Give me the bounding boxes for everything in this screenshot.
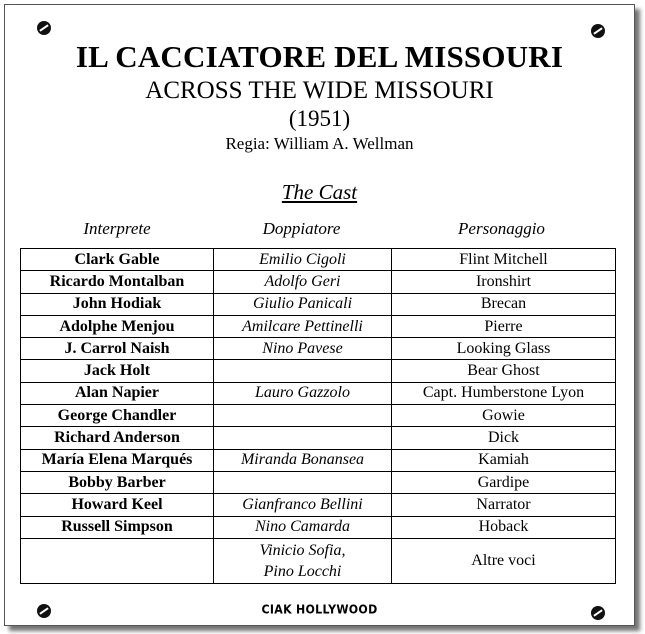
- dubber-cell: Amilcare Pettinelli: [214, 315, 392, 337]
- actor-cell: Jack Holt: [21, 360, 214, 382]
- screw-icon: [37, 21, 51, 35]
- dubber-cell: [214, 360, 392, 382]
- cast-table: [20, 248, 616, 584]
- release-year: (1951): [288, 106, 351, 131]
- actor-cell: Alan Napier: [21, 382, 214, 404]
- dubber-cell: Adolfo Geri: [214, 271, 392, 293]
- actor-cell: Ricardo Montalban: [21, 271, 214, 293]
- role-cell: Pierre: [392, 315, 616, 337]
- dubber-line: Vinicio Sofia,: [259, 541, 346, 559]
- actor-cell: María Elena Marqués: [21, 449, 214, 471]
- table-row: [21, 338, 616, 360]
- column-header-doppiatore: Doppiatore: [262, 219, 341, 238]
- actor-cell: Clark Gable: [21, 249, 214, 271]
- dubber-cell: [214, 405, 392, 427]
- dubber-cell: [214, 427, 392, 449]
- role-cell: Ironshirt: [392, 271, 616, 293]
- table-row: [21, 293, 616, 315]
- column-header-interprete: Interprete: [83, 219, 151, 238]
- table-row: [21, 360, 616, 382]
- table-row: [21, 315, 616, 337]
- role-cell: Brecan: [392, 293, 616, 315]
- role-cell: Hoback: [392, 516, 616, 538]
- table-row: [21, 538, 616, 583]
- ciak-hollywood-logo: CIAK HOLLYWOOD: [261, 602, 378, 617]
- role-cell: Gowie: [392, 405, 616, 427]
- cast-plaque: [4, 4, 635, 626]
- dubber-cell: Nino Camarda: [214, 516, 392, 538]
- role-cell: Gardipe: [392, 471, 616, 493]
- director-credit: Regia: William A. Wellman: [225, 134, 414, 153]
- role-cell: Looking Glass: [392, 338, 616, 360]
- actor-cell: Russell Simpson: [21, 516, 214, 538]
- actor-cell: J. Carrol Naish: [21, 338, 214, 360]
- role-cell: Capt. Humberstone Lyon: [392, 382, 616, 404]
- actor-cell: Howard Keel: [21, 494, 214, 516]
- table-row: [21, 449, 616, 471]
- dubber-cell: Nino Pavese: [214, 338, 392, 360]
- table-row: [21, 516, 616, 538]
- dubber-cell: Miranda Bonansea: [214, 449, 392, 471]
- dubber-cell: Giulio Panicali: [214, 293, 392, 315]
- table-row: [21, 382, 616, 404]
- table-row: [21, 249, 616, 271]
- table-row: [21, 494, 616, 516]
- actor-cell: Adolphe Menjou: [21, 315, 214, 337]
- dubber-cell: Emilio Cigoli: [214, 249, 392, 271]
- cast-heading: The Cast: [281, 180, 358, 204]
- column-headers: [21, 219, 613, 241]
- screw-icon: [591, 24, 605, 38]
- dubber-cell: Lauro Gazzolo: [214, 382, 392, 404]
- role-cell: Dick: [392, 427, 616, 449]
- role-cell: Bear Ghost: [392, 360, 616, 382]
- original-title: ACROSS THE WIDE MISSOURI: [145, 77, 494, 104]
- actor-cell: John Hodiak: [21, 293, 214, 315]
- role-cell: Flint Mitchell: [392, 249, 616, 271]
- dubber-cell: [214, 538, 392, 583]
- role-cell: Kamiah: [392, 449, 616, 471]
- role-cell: Altre voci: [392, 538, 616, 583]
- dubber-line: Pino Locchi: [263, 562, 342, 580]
- actor-cell: Richard Anderson: [21, 427, 214, 449]
- dubber-cell: Gianfranco Bellini: [214, 494, 392, 516]
- dubber-cell: [214, 471, 392, 493]
- actor-cell: George Chandler: [21, 405, 214, 427]
- role-cell: Narrator: [392, 494, 616, 516]
- table-row: [21, 471, 616, 493]
- table-row: [21, 405, 616, 427]
- film-title: IL CACCIATORE DEL MISSOURI: [75, 39, 564, 74]
- table-row: [21, 427, 616, 449]
- table-row: [21, 271, 616, 293]
- column-header-personaggio: Personaggio: [458, 219, 545, 238]
- actor-cell: [21, 538, 214, 583]
- actor-cell: Bobby Barber: [21, 471, 214, 493]
